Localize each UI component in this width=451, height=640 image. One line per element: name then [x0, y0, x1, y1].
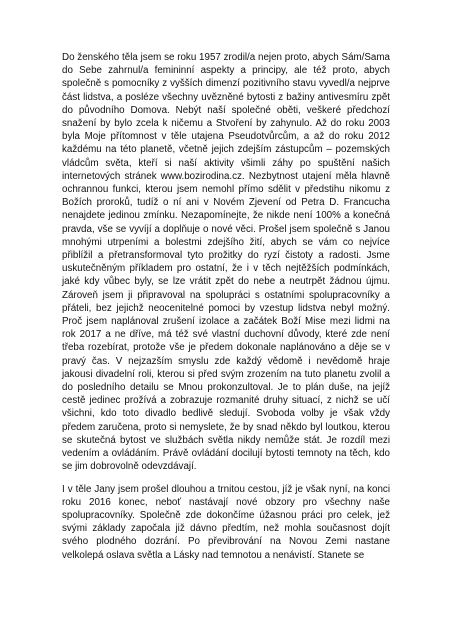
body-paragraph-2: I v těle Jany jsem prošel dlouhou a trnitou cestou, jíž je však nyní, na konci roku 2016 konec, neboť nastávají nové obzory pro všechny naše spolupracovníky. Společně zde dokončíme úžasnou práci pro celek, jež svými základy započala již dávno předtím, než mohla současnost dojít svého plodného dozrání. Po převibrování na Novou Zemi nastane velkolepá oslava světla a Lásky nad temnotou a nenávistí. Stanete se	[62, 483, 390, 561]
body-paragraph-1: Do ženského těla jsem se roku 1957 zrodil/a nejen proto, abych Sám/Sama do Sebe zahrnul/a femininní aspekty a principy, ale též proto, abych společně s pomocníky z vyšších dimenzí pozitivního stavu vyvedl/a nejprve část lidstva, a posléze všechny uvězněné bytosti z bažiny antivesmíru zpět do původního Domova. Nebýt naší společné oběti, veškeré předchozí snažení by bylo zcela k ničemu a Stvoření by zahynulo. Až do roku 2003 byla Moje přítomnost v těle utajena Pseudotvůrcům, a až do roku 2012 každému na této planetě, včetně jejich zdejším zástupcům – pozemských vládcům světa, kteří si naší aktivity všimli záhy po spuštění našich internetových stránek www.bozirodina.cz. Nezbytnost utajení měla hlavně ochrannou funkci, kterou jsem nemohl přímo sdělit v předstihu nikomu z Božích proroků, tudíž o ní ani v Novém Zjevení od Petra D. Francucha nenajdete jedinou zmínku. Nezapomínejte, že nikde není 100% a konečná pravda, vše se vyvíjí a doplňuje o nové věci. Prošel jsem společně s Janou mnohými utrpeními a bolestmi zdejšího žití, abych se vám co nejvíce přiblížil a přetransformoval tyto prožitky do ryzí čistoty a radosti. Jsme uskutečněným příkladem pro ostatní, že i v těch nejtěžších podmínkách, jaké kdy vůbec byly, se lze vrátit zpět do nebe a neutrpět žádnou újmu. Zároveň jsem ji připravoval na spolupráci s ostatními spolupracovníky a přáteli, bez jejichž neocenitelné pomoci by vzestup lidstva nebyl možný. Proč jsem naplánoval zrušení izolace a začátek Boží Mise mezi lidmi na rok 2017 a ne dříve, má též své vlastní duchovní důvody, které zde není třeba rozebírat, protože vše je předem dokonale naplánováno a děje se v pravý čas. V nejzazším smyslu zde každý vědomě i nevědomě hraje jakousi divadelní roli, kterou si před svým zrozením na tuto planetu zvolil a do posledního detailu se Mnou prokonzultoval. Je to plán duše, na jejíž cestě jedinec prožívá a zobrazuje rozmanité druhy situací, z nichž se učí všichni, kdo toto divadlo bedlivě sledují. Svoboda volby je však vždy předem zaručena, proto si nemyslete, že by snad někdo byl loutkou, kterou se skutečná bytost ve službách světla nikdy nemůže stát. Je rozdíl mezi vedením a ovládáním. Právě ovládání docilují bytosti temnoty na těch, kdo se jim dobrovolně odevzdávají.	[62, 52, 390, 473]
